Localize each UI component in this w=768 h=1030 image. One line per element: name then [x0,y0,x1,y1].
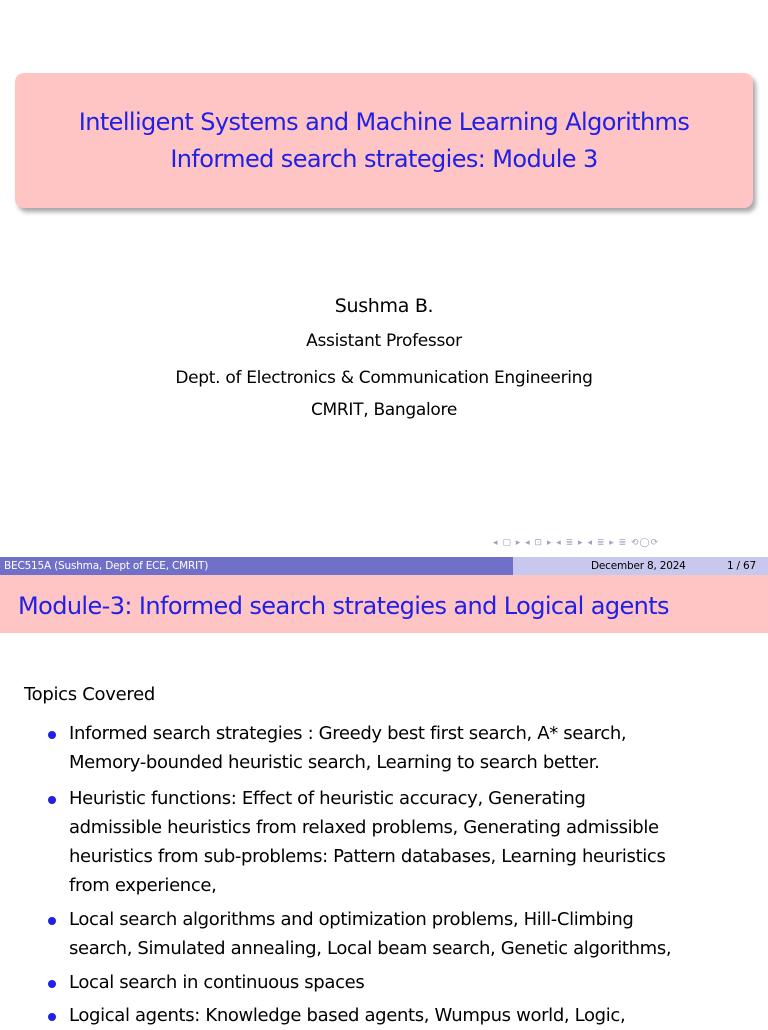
author-institute: CMRIT, Bangalore [310,400,458,420]
topic-line: from experience, [69,875,217,896]
presentation-subtitle: Informed search strategies: Module 3 [170,144,598,173]
topics-heading: Topics Covered [24,684,155,705]
footer-right-panel [513,557,768,575]
bullet-icon [48,917,56,925]
frame-title: Module-3: Informed search strategies and Logical agents [0,575,768,633]
topic-item [69,968,759,997]
title-box [15,73,753,208]
topic-line: Local search algorithms and optimization problems, Hill-Climbing [69,909,634,930]
beamer-navigation-icons[interactable]: ◂ ▢ ▸ ◂ ⊡ ▸ ◂ ≣ ▸ ◂ ≣ ▸ ≣ ⟲◯⟳ [493,538,660,548]
topic-item [69,784,759,900]
author-department: Dept. of Electronics & Communication Engineering [175,368,593,388]
footer-date: December 8, 2024 [591,560,686,572]
presentation-title: Intelligent Systems and Machine Learning Algorithms [78,107,690,136]
author-name: Sushma B. [334,295,434,317]
topic-item [69,1001,759,1030]
footer-page-number: 1 / 67 [726,560,756,572]
topic-item [69,719,759,777]
topic-line: search, Simulated annealing, Local beam search, Genetic algorithms, [69,938,672,959]
topic-item [69,905,759,963]
topic-line: Heuristic functions: Effect of heuristic accuracy, Generating [69,788,586,809]
topic-line: Logical agents: Knowledge based agents, Wumpus world, Logic, [69,1005,626,1026]
topic-line: admissible heuristics from relaxed problems, Generating admissible [69,817,659,838]
bullet-icon [48,980,56,988]
topic-line: Memory-bounded heuristic search, Learning to search better. [69,752,600,773]
slide-footer [0,557,768,575]
author-designation: Assistant Professor [306,331,462,351]
topic-line: Local search in continuous spaces [69,972,365,993]
bullet-icon [48,1013,56,1021]
bullet-icon [48,796,56,804]
topic-line: Informed search strategies : Greedy best first search, A* search, [69,723,627,744]
bullet-icon [48,731,56,739]
topic-line: heuristics from sub-problems: Pattern databases, Learning heuristics [69,846,666,867]
footer-course-info: BEC515A (Sushma, Dept of ECE, CMRIT) [0,557,513,575]
